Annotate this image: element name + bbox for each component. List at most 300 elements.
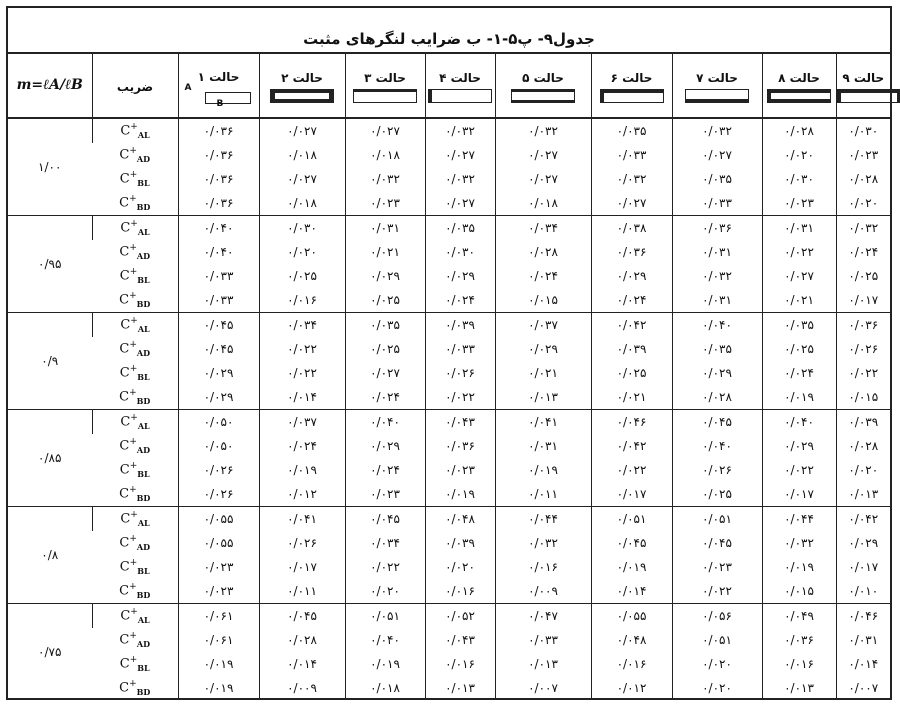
- coef-value-state-9: ۰/۰۳۹: [836, 410, 890, 435]
- coef-value-state-2: ۰/۰۱۸: [259, 143, 345, 167]
- coef-sup: +: [129, 558, 138, 569]
- coef-value-state-7: ۰/۰۳۲: [672, 264, 762, 288]
- state-2-header: [259, 54, 345, 118]
- coef-value-state-4: ۰/۰۴۸: [425, 507, 495, 532]
- coef-value-state-1: ۰/۰۵۵: [178, 531, 259, 555]
- state-7-label: حالت ۷: [696, 70, 738, 85]
- coef-base: C: [120, 608, 131, 624]
- coef-sup: +: [129, 243, 137, 254]
- coef-label: [92, 434, 178, 458]
- coef-value-state-4: ۰/۰۳۹: [425, 313, 495, 338]
- coef-value-state-7: ۰/۰۲۹: [672, 361, 762, 385]
- table-row: [8, 434, 890, 458]
- coef-value-state-8: ۰/۰۲۲: [762, 458, 836, 482]
- coef-value-state-6: ۰/۰۳۲: [591, 167, 672, 191]
- header-row: [8, 54, 890, 118]
- coef-sub: AL: [137, 614, 150, 625]
- coef-value-state-5: ۰/۰۲۷: [495, 167, 591, 191]
- coef-value-state-7: ۰/۰۲۳: [672, 555, 762, 579]
- coef-value-state-1: ۰/۰۶۱: [178, 628, 259, 652]
- coef-value-state-1: ۰/۰۲۳: [178, 555, 259, 579]
- coef-value-state-2: ۰/۰۱۷: [259, 555, 345, 579]
- table-frame: [6, 6, 892, 700]
- coef-value-state-2: ۰/۰۱۸: [259, 191, 345, 216]
- state-9-label: حالت ۹: [842, 70, 885, 85]
- coef-value-state-6: ۰/۰۲۷: [591, 191, 672, 216]
- coef-value-state-7: ۰/۰۲۷: [672, 143, 762, 167]
- coef-value-state-8: ۰/۰۴۹: [762, 604, 836, 629]
- coef-value-state-3: ۰/۰۲۴: [345, 385, 425, 410]
- coef-value-state-4: ۰/۰۴۳: [425, 410, 495, 435]
- coef-value-state-9: ۰/۰۲۸: [836, 434, 890, 458]
- coef-value-state-4: ۰/۰۳۰: [425, 240, 495, 264]
- coef-value-state-6: ۰/۰۳۵: [591, 118, 672, 143]
- coef-value-state-2: ۰/۰۰۹: [259, 676, 345, 700]
- state-8-header: [762, 54, 836, 118]
- coef-label: [92, 167, 178, 191]
- table-row: [8, 531, 890, 555]
- table-row: [8, 264, 890, 288]
- coef-value-state-8: ۰/۰۲۰: [762, 143, 836, 167]
- side-b-label: B: [216, 99, 224, 109]
- coef-value-state-1: ۰/۰۲۹: [178, 385, 259, 410]
- coef-sub: AD: [136, 638, 151, 649]
- coef-base: C: [119, 195, 130, 211]
- coef-value-state-9: ۰/۰۱۴: [836, 652, 890, 676]
- coef-value-state-3: ۰/۰۲۴: [345, 458, 425, 482]
- coef-value-state-6: ۰/۰۳۳: [591, 143, 672, 167]
- coef-value-state-7: ۰/۰۳۶: [672, 216, 762, 241]
- coef-value-state-8: ۰/۰۱۳: [762, 676, 836, 700]
- coef-value-state-1: ۰/۰۴۵: [178, 313, 259, 338]
- coef-base: C: [119, 268, 130, 284]
- coef-value-state-7: ۰/۰۴۰: [672, 434, 762, 458]
- coef-base: C: [119, 535, 130, 551]
- coef-sub: AL: [137, 420, 150, 431]
- coef-value-state-6: ۰/۰۲۹: [591, 264, 672, 288]
- coef-value-state-6: ۰/۰۲۵: [591, 361, 672, 385]
- coef-sup: +: [130, 122, 138, 133]
- coef-value-state-5: ۰/۰۴۱: [495, 410, 591, 435]
- slab-diagram-icon: [837, 89, 900, 103]
- coef-base: C: [119, 559, 130, 575]
- table-row: [8, 118, 890, 143]
- coef-value-state-1: ۰/۰۱۹: [178, 652, 259, 676]
- coef-value-state-2: ۰/۰۴۱: [259, 507, 345, 532]
- table-row: [8, 482, 890, 507]
- coef-value-state-3: ۰/۰۴۰: [345, 628, 425, 652]
- coef-sup: +: [130, 413, 138, 424]
- coef-label: [92, 507, 178, 532]
- coef-label: [92, 361, 178, 385]
- coef-base: C: [119, 656, 130, 672]
- coef-sub: BD: [136, 589, 151, 600]
- coef-value-state-8: ۰/۰۴۴: [762, 507, 836, 532]
- coef-sub: BD: [136, 395, 151, 406]
- coef-value-state-8: ۰/۰۱۹: [762, 385, 836, 410]
- coef-value-state-5: ۰/۰۳۱: [495, 434, 591, 458]
- coef-label: [92, 288, 178, 313]
- coef-sup: +: [129, 655, 138, 666]
- coef-value-state-2: ۰/۰۱۱: [259, 579, 345, 604]
- coef-value-state-1: ۰/۰۳۳: [178, 288, 259, 313]
- m-value: ۰/۸۵: [8, 410, 92, 507]
- coef-base: C: [120, 220, 131, 236]
- coef-value-state-6: ۰/۰۴۲: [591, 313, 672, 338]
- coef-value-state-9: ۰/۰۲۵: [836, 264, 890, 288]
- coef-value-state-7: ۰/۰۲۰: [672, 676, 762, 700]
- coef-value-state-7: ۰/۰۳۱: [672, 240, 762, 264]
- coef-value-state-9: ۰/۰۲۰: [836, 458, 890, 482]
- coef-value-state-3: ۰/۰۲۵: [345, 337, 425, 361]
- coef-value-state-7: ۰/۰۵۱: [672, 628, 762, 652]
- table-row: [8, 216, 890, 241]
- coef-sub: BL: [137, 371, 150, 382]
- coef-base: C: [119, 365, 130, 381]
- coef-value-state-5: ۰/۰۱۳: [495, 385, 591, 410]
- coef-value-state-3: ۰/۰۲۷: [345, 118, 425, 143]
- state-3-header: [345, 54, 425, 118]
- coef-value-state-8: ۰/۰۲۴: [762, 361, 836, 385]
- coef-label: [92, 482, 178, 507]
- coef-value-state-5: ۰/۰۲۷: [495, 143, 591, 167]
- coef-label: [92, 143, 178, 167]
- coef-value-state-5: ۰/۰۴۴: [495, 507, 591, 532]
- coef-value-state-2: ۰/۰۱۴: [259, 652, 345, 676]
- coef-value-state-3: ۰/۰۴۰: [345, 410, 425, 435]
- state-3-label: حالت ۳: [364, 70, 406, 85]
- coef-value-state-3: ۰/۰۲۱: [345, 240, 425, 264]
- coef-sup: +: [129, 679, 137, 690]
- coef-value-state-2: ۰/۰۲۲: [259, 337, 345, 361]
- coef-value-state-8: ۰/۰۱۵: [762, 579, 836, 604]
- coef-value-state-6: ۰/۰۳۹: [591, 337, 672, 361]
- coef-value-state-3: ۰/۰۲۲: [345, 555, 425, 579]
- coef-value-state-6: ۰/۰۲۲: [591, 458, 672, 482]
- coef-base: C: [119, 341, 130, 357]
- coef-label: [92, 604, 178, 629]
- state-7-header: [672, 54, 762, 118]
- coef-sub: AL: [137, 323, 150, 334]
- table-row: [8, 288, 890, 313]
- state-1-header: [178, 54, 259, 118]
- m-header: [8, 54, 92, 118]
- coef-value-state-9: ۰/۰۳۲: [836, 216, 890, 241]
- coef-value-state-3: ۰/۰۲۹: [345, 434, 425, 458]
- coef-base: C: [119, 244, 130, 260]
- coef-value-state-4: ۰/۰۳۵: [425, 216, 495, 241]
- coef-label: [92, 652, 178, 676]
- coef-sub: BL: [137, 468, 150, 479]
- coef-value-state-8: ۰/۰۳۶: [762, 628, 836, 652]
- coef-value-state-6: ۰/۰۲۴: [591, 288, 672, 313]
- coef-sub: BD: [136, 201, 151, 212]
- coef-sup: +: [129, 534, 137, 545]
- coef-value-state-6: ۰/۰۱۴: [591, 579, 672, 604]
- table-row: [8, 167, 890, 191]
- coef-value-state-7: ۰/۰۲۵: [672, 482, 762, 507]
- coef-sup: +: [130, 219, 138, 230]
- coef-value-state-1: ۰/۰۵۰: [178, 410, 259, 435]
- coef-sub: BL: [137, 565, 150, 576]
- coef-value-state-4: ۰/۰۱۳: [425, 676, 495, 700]
- coef-value-state-1: ۰/۰۶۱: [178, 604, 259, 629]
- coef-value-state-6: ۰/۰۲۱: [591, 385, 672, 410]
- coef-sub: AD: [136, 153, 151, 164]
- coef-value-state-8: ۰/۰۲۱: [762, 288, 836, 313]
- state-1-label: حالت ۱: [197, 69, 240, 84]
- coef-base: C: [119, 462, 130, 478]
- state-6-header: [591, 54, 672, 118]
- coef-label: [92, 191, 178, 216]
- coef-value-state-7: ۰/۰۳۱: [672, 288, 762, 313]
- coef-value-state-6: ۰/۰۵۱: [591, 507, 672, 532]
- coef-label: [92, 579, 178, 604]
- coef-value-state-2: ۰/۰۲۷: [259, 118, 345, 143]
- coef-label: [92, 240, 178, 264]
- coef-value-state-6: ۰/۰۳۸: [591, 216, 672, 241]
- coef-value-state-9: ۰/۰۳۰: [836, 118, 890, 143]
- coef-sup: +: [129, 170, 138, 181]
- coef-value-state-4: ۰/۰۳۹: [425, 531, 495, 555]
- coef-value-state-2: ۰/۰۳۰: [259, 216, 345, 241]
- coef-value-state-6: ۰/۰۱۲: [591, 676, 672, 700]
- state-4-header: [425, 54, 495, 118]
- coef-header-label: ضریب: [116, 79, 154, 94]
- coef-value-state-2: ۰/۰۲۰: [259, 240, 345, 264]
- coef-value-state-1: ۰/۰۳۶: [178, 191, 259, 216]
- coef-sub: BD: [136, 492, 151, 503]
- coef-value-state-3: ۰/۰۱۸: [345, 676, 425, 700]
- coef-value-state-1: ۰/۰۳۶: [178, 118, 259, 143]
- coef-value-state-8: ۰/۰۲۹: [762, 434, 836, 458]
- coefficient-table: [8, 54, 890, 700]
- coef-sub: AD: [136, 347, 151, 358]
- coef-value-state-5: ۰/۰۱۹: [495, 458, 591, 482]
- coef-sup: +: [129, 291, 137, 302]
- m-value: ۰/۷۵: [8, 604, 92, 701]
- coef-value-state-9: ۰/۰۲۹: [836, 531, 890, 555]
- table-title: جدول۹- پ۵-۱- ب ضرایب لنگرهای مثبت: [8, 8, 890, 54]
- coef-label: [92, 676, 178, 700]
- coef-label: [92, 555, 178, 579]
- coef-value-state-8: ۰/۰۲۷: [762, 264, 836, 288]
- coef-value-state-4: ۰/۰۴۳: [425, 628, 495, 652]
- coef-value-state-3: ۰/۰۳۴: [345, 531, 425, 555]
- coef-value-state-1: ۰/۰۵۰: [178, 434, 259, 458]
- coef-value-state-5: ۰/۰۳۳: [495, 628, 591, 652]
- coef-value-state-2: ۰/۰۲۴: [259, 434, 345, 458]
- state-5-label: حالت ۵: [522, 70, 564, 85]
- coef-value-state-6: ۰/۰۴۲: [591, 434, 672, 458]
- table-row: [8, 458, 890, 482]
- coef-value-state-8: ۰/۰۱۷: [762, 482, 836, 507]
- coef-value-state-5: ۰/۰۱۸: [495, 191, 591, 216]
- coef-value-state-8: ۰/۰۲۸: [762, 118, 836, 143]
- coef-value-state-9: ۰/۰۲۴: [836, 240, 890, 264]
- coef-label: [92, 458, 178, 482]
- coef-value-state-9: ۰/۰۲۰: [836, 191, 890, 216]
- m-header-label: m=ℓA/ℓB: [16, 77, 83, 93]
- coef-header: [92, 54, 178, 118]
- coef-value-state-3: ۰/۰۱۸: [345, 143, 425, 167]
- coef-value-state-2: ۰/۰۲۵: [259, 264, 345, 288]
- coef-base: C: [119, 583, 130, 599]
- slab-diagram-icon: [511, 89, 575, 103]
- table-row: [8, 385, 890, 410]
- coef-value-state-3: ۰/۰۲۰: [345, 579, 425, 604]
- coef-value-state-5: ۰/۰۳۷: [495, 313, 591, 338]
- coef-value-state-3: ۰/۰۲۳: [345, 191, 425, 216]
- m-value: ۰/۹: [8, 313, 92, 410]
- coef-value-state-9: ۰/۰۳۶: [836, 313, 890, 338]
- coef-value-state-1: ۰/۰۳۶: [178, 167, 259, 191]
- coef-sub: AL: [137, 129, 150, 140]
- coef-label: [92, 216, 178, 241]
- coef-base: C: [119, 389, 130, 405]
- coef-value-state-9: ۰/۰۴۶: [836, 604, 890, 629]
- table-row: [8, 410, 890, 435]
- coef-base: C: [120, 414, 131, 430]
- coef-base: C: [119, 632, 130, 648]
- coef-value-state-7: ۰/۰۵۱: [672, 507, 762, 532]
- coef-base: C: [119, 680, 130, 696]
- coef-value-state-4: ۰/۰۲۹: [425, 264, 495, 288]
- coef-value-state-8: ۰/۰۳۵: [762, 313, 836, 338]
- coef-sup: +: [129, 631, 137, 642]
- coef-sup: +: [130, 607, 138, 618]
- coef-value-state-2: ۰/۰۱۶: [259, 288, 345, 313]
- coef-value-state-8: ۰/۰۲۳: [762, 191, 836, 216]
- coef-value-state-7: ۰/۰۳۵: [672, 337, 762, 361]
- slab-diagram-icon: [353, 89, 417, 103]
- coef-value-state-7: ۰/۰۳۳: [672, 191, 762, 216]
- coef-label: [92, 385, 178, 410]
- coef-value-state-4: ۰/۰۲۷: [425, 143, 495, 167]
- coef-value-state-7: ۰/۰۳۵: [672, 167, 762, 191]
- state-9-header: [836, 54, 890, 118]
- slab-diagram-icon: [600, 89, 664, 103]
- coef-value-state-4: ۰/۰۲۳: [425, 458, 495, 482]
- coef-value-state-1: ۰/۰۴۰: [178, 240, 259, 264]
- coef-value-state-3: ۰/۰۱۹: [345, 652, 425, 676]
- coef-value-state-5: ۰/۰۱۶: [495, 555, 591, 579]
- coef-sup: +: [129, 461, 138, 472]
- coef-base: C: [119, 486, 130, 502]
- coef-value-state-1: ۰/۰۲۳: [178, 579, 259, 604]
- coef-label: [92, 118, 178, 143]
- coef-value-state-4: ۰/۰۲۷: [425, 191, 495, 216]
- coef-value-state-9: ۰/۰۲۶: [836, 337, 890, 361]
- coef-sup: +: [129, 364, 138, 375]
- coef-sub: BL: [137, 177, 150, 188]
- coef-value-state-7: ۰/۰۴۵: [672, 410, 762, 435]
- coef-value-state-2: ۰/۰۲۲: [259, 361, 345, 385]
- coef-value-state-9: ۰/۰۱۳: [836, 482, 890, 507]
- coef-sub: BD: [136, 298, 151, 309]
- coef-value-state-6: ۰/۰۱۹: [591, 555, 672, 579]
- coef-value-state-5: ۰/۰۱۱: [495, 482, 591, 507]
- state-5-header: [495, 54, 591, 118]
- coef-sub: AL: [137, 226, 150, 237]
- coef-value-state-1: ۰/۰۲۶: [178, 458, 259, 482]
- coef-sup: +: [129, 437, 137, 448]
- coef-value-state-2: ۰/۰۴۵: [259, 604, 345, 629]
- coef-value-state-2: ۰/۰۱۴: [259, 385, 345, 410]
- coef-value-state-4: ۰/۰۲۲: [425, 385, 495, 410]
- table-row: [8, 676, 890, 700]
- slab-diagram-icon: [767, 89, 831, 103]
- slab-diagram-icon: [685, 89, 749, 103]
- coef-label: [92, 337, 178, 361]
- coef-sup: +: [129, 485, 137, 496]
- coef-value-state-9: ۰/۰۱۵: [836, 385, 890, 410]
- coef-value-state-5: ۰/۰۲۸: [495, 240, 591, 264]
- coef-sup: +: [129, 582, 137, 593]
- table-row: [8, 337, 890, 361]
- table-row: [8, 628, 890, 652]
- coef-value-state-7: ۰/۰۴۵: [672, 531, 762, 555]
- coef-label: [92, 410, 178, 435]
- coef-value-state-9: ۰/۰۴۲: [836, 507, 890, 532]
- coef-value-state-1: ۰/۰۴۵: [178, 337, 259, 361]
- m-value: ۰/۸: [8, 507, 92, 604]
- coef-sub: BL: [137, 662, 150, 673]
- coef-value-state-7: ۰/۰۳۲: [672, 118, 762, 143]
- coef-value-state-5: ۰/۰۳۴: [495, 216, 591, 241]
- coef-value-state-1: ۰/۰۳۳: [178, 264, 259, 288]
- coef-sup: +: [130, 510, 138, 521]
- coef-value-state-4: ۰/۰۳۳: [425, 337, 495, 361]
- coef-value-state-2: ۰/۰۳۷: [259, 410, 345, 435]
- coef-base: C: [120, 317, 131, 333]
- table-row: [8, 240, 890, 264]
- coef-value-state-1: ۰/۰۲۹: [178, 361, 259, 385]
- coef-base: C: [120, 123, 131, 139]
- coef-base: C: [119, 171, 130, 187]
- m-value: ۱/۰۰: [8, 118, 92, 216]
- coef-value-state-3: ۰/۰۴۵: [345, 507, 425, 532]
- coef-value-state-1: ۰/۰۲۶: [178, 482, 259, 507]
- coef-value-state-2: ۰/۰۱۲: [259, 482, 345, 507]
- coef-value-state-4: ۰/۰۲۴: [425, 288, 495, 313]
- coef-value-state-2: ۰/۰۱۹: [259, 458, 345, 482]
- coef-label: [92, 628, 178, 652]
- coef-value-state-5: ۰/۰۱۵: [495, 288, 591, 313]
- coef-value-state-9: ۰/۰۲۲: [836, 361, 890, 385]
- coef-value-state-4: ۰/۰۱۶: [425, 652, 495, 676]
- coef-base: C: [119, 438, 130, 454]
- coef-value-state-4: ۰/۰۵۲: [425, 604, 495, 629]
- coef-sub: AD: [136, 250, 151, 261]
- coef-sub: AD: [136, 541, 151, 552]
- coef-value-state-5: ۰/۰۲۴: [495, 264, 591, 288]
- coef-sup: +: [129, 146, 137, 157]
- coef-value-state-4: ۰/۰۱۹: [425, 482, 495, 507]
- coef-sup: +: [129, 388, 137, 399]
- coef-value-state-4: ۰/۰۱۶: [425, 579, 495, 604]
- coef-value-state-6: ۰/۰۴۶: [591, 410, 672, 435]
- coef-value-state-3: ۰/۰۳۲: [345, 167, 425, 191]
- coef-value-state-1: ۰/۰۴۰: [178, 216, 259, 241]
- coef-value-state-8: ۰/۰۴۰: [762, 410, 836, 435]
- coef-sup: +: [129, 267, 138, 278]
- coef-sup: +: [130, 316, 138, 327]
- coef-base: C: [120, 511, 131, 527]
- table-row: [8, 579, 890, 604]
- coef-value-state-1: ۰/۰۱۹: [178, 676, 259, 700]
- coef-value-state-3: ۰/۰۳۱: [345, 216, 425, 241]
